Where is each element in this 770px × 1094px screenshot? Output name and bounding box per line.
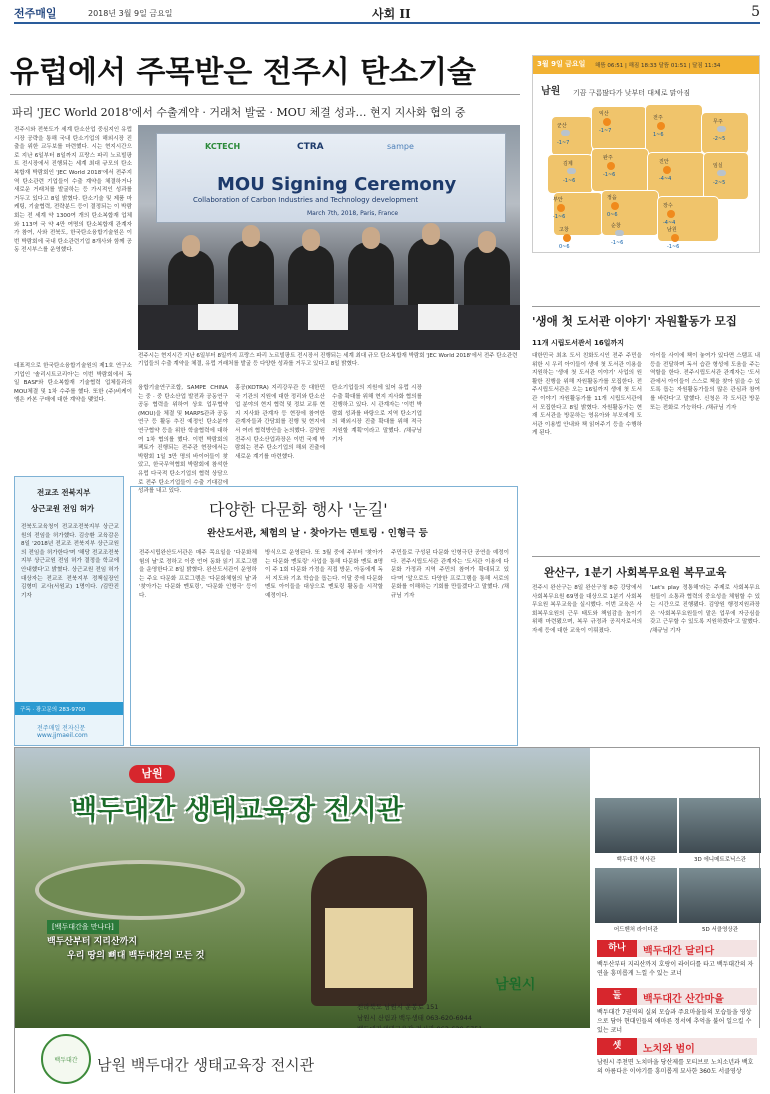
sun-moon-times: 해뜸 06:51 | 해짐 18:33 달뜸 01:51 | 달짐 11:34 [595,63,721,69]
map-region [701,112,749,154]
cloud-icon [717,126,726,132]
ad-title: 백두대간 생태교육장 전시관 [71,795,403,826]
city-name: 순창 [611,223,621,229]
photo-caption: 전주시는 현지시간 지난 6일부터 8일까지 프랑스 파리 노르빌팡트 전시장서 진행되는 세계 최대 규모 탄소복합재 박람회 'JEC World 2018'에서 전주 탄소관련 기업들의 수출 계약을 체결, 유럽 거래처를 발굴 등 다양한 성과를 거두고 있다고 8일 밝혔다. [138,353,518,367]
banner-subtitle: Collaboration of Carbon Industries and Technology development [193,196,419,204]
city-temp: -4~4 [663,220,676,226]
map-region [591,148,649,192]
cloud-icon [567,168,576,174]
city-name: 진안 [659,159,669,165]
sun-icon [611,202,619,210]
person-head [478,231,496,253]
ad-thumb-3d [679,798,761,853]
city-temp: 0~6 [559,244,570,250]
city-name: 임실 [713,163,723,169]
weather-header-bar [533,56,759,74]
page-header [14,4,760,24]
lead-body-col3: 홍공(KOTRA) 지리강무관 등 대한민국 기관의 지원에 대한 정리와 탄소산업 분야의 현지 협력 및 정보 교류 현지 지사화 관계자 등 현장에 참여한 관계자들과 간담회를 진행 및 현지에서 여러 협력방안을 논의했다. 김양원 전주시 탄소산업과장은 이번 국제 박람회는 전주 탄소기업의 해외 진출에 새로운 계기를 마련했다. [235,385,325,460]
sun-icon [671,234,679,242]
city-temp: -1~6 [611,240,624,246]
person-head [362,227,380,249]
ad-thumb-rider [595,868,677,923]
city-name: 부안 [553,197,563,203]
city-name: 전주 [653,115,663,121]
multicultural-article-box [130,486,518,746]
ad-thumb-history [595,798,677,853]
city-temp: -1~7 [599,128,612,134]
city-temp: -1~6 [553,214,566,220]
ad-thumb-label: 5D 서클영상관 [701,927,739,933]
mou-banner [156,133,506,223]
map-region [703,152,749,200]
city-name: 완주 [603,155,613,161]
city-temp: -2~5 [713,180,726,186]
lead-headline: 유럽에서 주목받은 전주시 탄소기술 [10,55,477,90]
sampe-logo: sampe [387,142,414,151]
lead-body-col4: 탄소기업들의 지원에 있어 유럽 시장 수출 확대를 위해 현지 지사화 협의를 진행하고 있다. 시 관계자는 '이번 박람회 성과를 바탕으로 지역 탄소기업의 해외시장 진출 확대를 위해 적극 지원할 계획'이라고 말했다. /채규님 기자 [332,385,422,443]
person-head [302,229,320,251]
sun-icon [667,210,675,218]
cloud-icon [615,230,624,236]
mou-document [418,304,458,330]
welfare-article-col1: 전주시 완산구는 8일 완산구청 8층 강당에서 사회복무요원 69명을 대상으로 1분기 사회복무요원 복무교육을 실시했다. 이번 교육은 사회복무요원의 근무 태도와 책임감을 높이기 위해 마련됐으며, 복무 규정과 공직자로서의 자세 등에 대한 교육이 이뤄졌다. [532,585,642,634]
ad-thumb-label: 어드벤처 라이더관 [613,927,659,933]
ad-contact-line: 남원시 산림과 백두생태 063-620-6944 [357,1014,473,1022]
union-box-body: 전북도교육청이 전교조전북지부 상근교원의 전임을 허가했다. 김승환 교육감은 8일 '2018년 전교조 전북지부 상근교원의 전임을 허가한다'며 '해당 전교조전북지부 상근교원 전임 허가 결정을 학교에 안내했다'고 밝혔다. 상근교원 전임 허가 대상자는 전교조 전북지부 정책실장인 김형미 교사(서원교) 1명이다. /김만진 기자 [21,524,119,599]
lead-body-col2: 융합기술연구조합, SAMPE CHINA는 중 · 중 탄소산업 발전과 공동연구 공동 협력을 위하여 상호 업무협약(MOU)을 체결 및 MARPS관과 공동연구 등 활동 추진 예정인 탄소분야 연구협약 등을 위한 학술협력에 대하여 1차 협의를 했다. 이번 박람회의 팩토가 진행되는 전주관 현장에서는 박람회 1일 3만 명의 바이어들이 찾았고, 한국무역협회 박람회에 참석한 유럽 다국적 탄소기업의 협력 상담으로 전주 탄소기업들이 수출 기대감에 성과를 내고 있다. [138,385,228,495]
ad-thumb-label: 백두대간 역사관 [616,857,656,863]
sun-icon [657,122,665,130]
mou-photo [138,125,520,350]
feature-title: 백두대간 산간마을 [643,994,724,1005]
section-title: 사회 II [372,7,411,21]
ctra-logo: CTRA [297,142,324,152]
city-temp: -1~6 [563,178,576,184]
welfare-article-title: 완산구, 1분기 사회복무요원 복무교육 [544,566,727,579]
ad-contact-line: 전라북도 남원시 운봉로 151 [357,1003,439,1011]
feature-title: 백두대간 달리다 [643,946,715,957]
multicultural-col2: 방식으로 운영된다. 또 3월 중에 주부터 '찾아가는 다문화 멘토링' 사업을 통해 다문화 멘토 8명이 주 1회 다문화 가정을 직접 방문, 아동에게 독서 지도와 기초 학습을 돕는다. 이달 중에 다문화 멘토 아이들을 대상으로 멘토링 활동을 시작할 예정이다. [265,550,383,599]
sun-icon [663,166,671,174]
map-region [645,104,703,154]
building-roof [35,860,245,920]
city-temp: -1~6 [667,244,680,250]
ad-emblem: 백두대간 [41,1034,91,1084]
welfare-article-col2: 'Let's play 정통해'라는 주제로 사회복무요원들이 소통과 협력의 중요성을 체험할 수 있는 시간으로 진행됐다. 김양원 행정지원과장은 '사회복무요원들이 맡은 업무에 자긍심을 갖고 근무할 수 있도록 지원하겠다'고 말했다. /채규님 기자 [650,585,760,634]
feature-number: 하나 [597,940,637,957]
sun-icon [603,118,611,126]
city-name: 정읍 [607,195,617,201]
ad-city-badge: 남원 [129,765,175,783]
city-temp: -1~6 [603,172,616,178]
ad-tag2: 백두산부터 지리산까지 [47,937,138,947]
ad-footer-title: 남원 백두대간 생태교육장 전시관 [97,1056,315,1074]
issue-date: 2018년 3월 9일 금요일 [88,9,173,18]
ad-tag1: [백두대간을 만나다] [47,920,119,934]
person-head [242,225,260,247]
tree-house-window [325,908,413,988]
city-name: 장수 [663,203,673,209]
multicultural-col1: 전주시립완산도서관은 매주 목요일을 '다문화체험의 날'로 정하고 이중 언어 동화 읽기 프로그램을 운영한다고 8일 밝혔다. 완산도서관이 운영하는 주요 다문화 프로그램은 '다문화체험의 날'과 '찾아가는 다문화 멘토링', '다문화 인형극' 등이다. [139,550,257,599]
multicultural-col3: 주민들로 구성된 다문화 인형극단 공연을 예정이다. 전주시립도서관 관계자는 '도서관 이용에 다문화 가정과 지역 주민의 참여가 확대되고 있다'며 '앞으로도 다양한 프로그램을 통해 서로의 문화를 이해하는 기회를 만들겠다'고 말했다. /채규님 기자 [391,550,509,599]
multicultural-title: 다양한 다문화 행사 '눈길' [209,500,388,519]
sun-icon [557,204,565,212]
union-box-title2: 상근교원 전임 허가 [31,504,95,513]
library-article-title: '생애 첫 도서관 이야기' 자원활동가 모집 [532,314,737,328]
city-name: 익산 [599,111,609,117]
city-name: 김제 [563,161,573,167]
city-name: 군산 [557,123,567,129]
weather-panel [532,55,760,253]
person-head [182,235,200,257]
namwon-city-logo: 남원시 [495,977,536,993]
divider [532,306,760,307]
city-name: 무주 [713,119,723,125]
e-paper-link[interactable] [37,723,88,739]
library-article-subtitle: 11개 시립도서관서 16일까지 [532,339,624,347]
cloud-icon [561,130,570,136]
sun-icon [607,162,615,170]
ad-thumb-label: 3D 에니메트로닉스관 [694,857,746,863]
namwon-advertisement[interactable] [14,747,760,1093]
feature-desc: 남원시 주천면 노치마을 당산제를 모티브로 노치소년과 백호의 아름다운 이야기를 흥미롭게 묘사한 360도 서클영상 [597,1059,754,1075]
city-temp: 1~6 [653,132,664,138]
city-temp: -4~4 [659,176,672,182]
city-name: 남원 [667,227,677,233]
city-temp: -1~7 [557,140,570,146]
divider [10,94,520,95]
union-box-title1: 전교조 전북지부 [37,488,91,497]
mou-document [308,304,348,330]
lead-body-col1b: 대표적으로 한국탄소융합기술원의 제1호 연구소기업인 '솔리시트코리아'는 이번 박람회에서 독일 BASF와 탄소복합재 기술협력 업체들과의 MOU체결 및 1차 수주를 했다. 또한 (주)비케이엠은 카본 구매에 대한 계약을 맺었다. [14,363,132,404]
weather-date: 3월 9일 금요일 [537,60,586,68]
library-article-col2: 아이들 사이에 책이 놓여가 있다면 스탬프 내 등을 전달하며 독서 습관 형성에 도움을 주는 역할을 한다. 전주시립도서관 관계자는 '도서관에서 아이들이 스스로 책을 찾아 읽을 수 있도록 돕는 자원활동가들의 많은 관심과 참여를 바란다'고 말했다. 신청은 각 도서관 방문 또는 전화로 가능하다. /채규님 기자 [650,353,760,411]
lead-subhead: 파리 'JEC World 2018'에서 수출계약 · 거래처 발굴 · MOU 체결 성과… 현지 지사화 협의 중 [12,106,466,119]
person-head [422,223,440,245]
union-news-box [14,476,124,746]
multicultural-subtitle: 완산도서관, 체험의 날 · 찾아가는 멘토링 · 인형극 등 [207,528,428,539]
ad-tag3: 우리 땅의 뼈대 백두대간의 모든 것 [67,951,205,961]
mou-document [198,304,238,330]
sun-icon [563,234,571,242]
feature-desc: 백두대간 7권역의 실외 모습과 주요마을들의 모습들을 영상으로 담아 현대인들의 애마른 정서에 추억을 불어 일으킬 수 있는 코너 [597,1009,752,1034]
newspaper-logo: 전주매일 [14,7,57,20]
feature-title: 노치와 범이 [643,1044,695,1055]
e-paper-label: 전주매일 전자신문 [37,725,86,732]
ad-thumb-5d [679,868,761,923]
library-article-col1: 대한민국 최초 도서 친화도시인 전주 주민을 위한 시 우리 아이들이 생애 첫 도서관 이용을 지원하는 '생애 첫 도서관 이야기' 사업의 원활한 진행을 위해 자원활동가를 모집한다. 전주시립도서관은 오는 16일까지 생애 첫 도서관 이야기 자원활동가를 11개 시립도서관에서 모집한다고 8일 밝혔다. 자원활동가는 현재 도서관을 방문하는 영유아와 부모에게 도서관 이용법 안내와 책 읽어주기 등을 수행하게 된다. [532,353,642,437]
banner-date: March 7th, 2018, Paris, France [307,210,399,217]
subscription-bar: 구독 · 광고문의 283-9700 [15,702,123,715]
city-name: 고창 [559,227,569,233]
divider [532,556,760,557]
city-temp: 0~6 [607,212,618,218]
lead-body-col1: 전주시와 전북도가 세계 탄소산업 중심지인 유럽시장 공략을 통해 국내 탄소기업의 해외시장 진출을 위한 교두보를 마련했다. 시는 현지시간으로 지난 6일부터 8일까지 프랑스 파리 노르빌팡트 전시장에서 진행되는 세계 최대 규모의 탄소복합재 박람회인 'JEC World 2018'에서 전주지역 탄소관련 기업들이 수출 계약을 체결하거나 새로운 거래처를 발굴하는 등 가시적인 성과를 거두고 있다고 8일 밝혔다. 탄소기술 및 제품 마케팅, 기술협력, 전략분드 등이 결정되는 이 박람회는 전 세계 약 1300여 개의 탄소복합재 업체와 113여 국 약 4만 여명의 탄소복합재 관계자가 참여, 사와 전북도, 한국탄소융합기술원은 이번 박람회에 국내 탄소관련기업 8개사와 함께 공동 전시부스를 운영했다. [14,127,132,254]
e-paper-url: www.jjmaeil.com [37,732,88,739]
kctech-logo: KCTECH [205,142,241,151]
banner-title: MOU Signing Ceremony [217,174,457,195]
page-number: 5 [751,4,760,20]
city-temp: -2~5 [713,136,726,142]
weather-region: 남원 [541,86,561,97]
feature-desc: 백두산부터 지리산까지 호랑이 라이더를 타고 백두대간의 자연을 흥미롭게 느낄 수 있는 코너 [597,961,754,977]
cloud-icon [717,170,726,176]
weather-forecast: 기끔 구름많다가 낮부터 대체로 맑아짐 [573,89,691,97]
feature-number: 둘 [597,988,637,1005]
feature-number: 셋 [597,1038,637,1055]
